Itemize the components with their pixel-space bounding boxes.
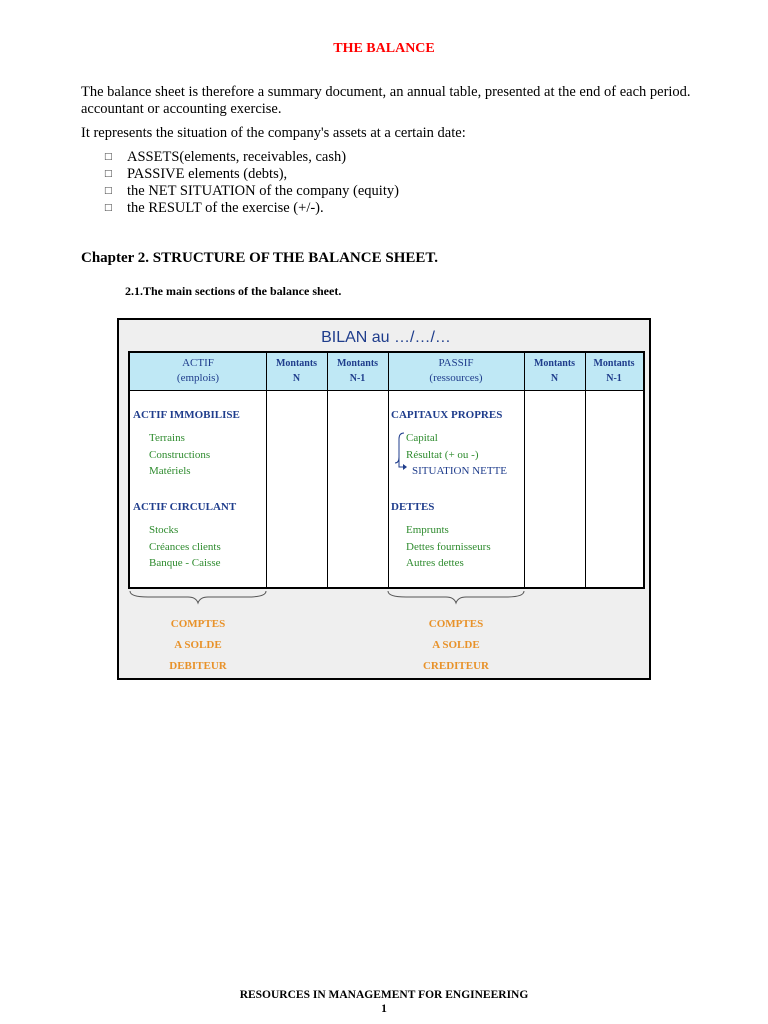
column-divider <box>388 353 389 587</box>
list-item: Terrains <box>149 432 185 444</box>
list-item: □ the NET SITUATION of the company (equity) <box>104 183 399 199</box>
section-heading: 2.1.The main sections of the balance sheet. <box>125 284 342 298</box>
list-item: □ PASSIVE elements (debts), <box>104 166 288 182</box>
dettes-items <box>406 522 491 572</box>
header-montants-n1-passif: Montants N-1 <box>593 358 635 384</box>
list-item: Capital <box>406 432 438 444</box>
situation-nette-label: SITUATION NETTE <box>412 465 508 477</box>
header-actif: ACTIF (emplois) <box>176 357 220 384</box>
bullet-icon: □ <box>104 152 113 162</box>
column-divider <box>266 353 267 587</box>
actif-circulant-heading: ACTIF CIRCULANT <box>133 501 237 513</box>
list-item: Banque - Caisse <box>149 557 221 569</box>
actif-immobilise-heading: ACTIF IMMOBILISE <box>133 409 240 421</box>
document-title: THE BALANCE <box>333 41 435 56</box>
figure-title: BILAN au …/…/… <box>321 329 451 346</box>
list-item: Dettes fournisseurs <box>406 540 491 553</box>
column-divider <box>327 390 328 587</box>
capitaux-propres-items <box>406 430 479 463</box>
list-item: Résultat (+ ou -) <box>406 448 479 461</box>
capitaux-propres-heading: CAPITAUX PROPRES <box>391 409 503 421</box>
actif-circulant-items <box>149 522 221 572</box>
dettes-heading: DETTES <box>391 501 435 513</box>
list-item: Constructions <box>149 448 211 461</box>
list-item: Autres dettes <box>406 557 464 569</box>
situation-paragraph: It represents the situation of the company's assets at a certain date: <box>81 125 466 141</box>
header-montants-n-passif: Montants N <box>533 358 576 384</box>
intro-paragraph: The balance sheet is therefore a summary document, an annual table, presented at the end of each period. accountant or accounting exercise. <box>81 84 691 117</box>
header-passif: PASSIF (ressources) <box>429 357 483 384</box>
list-item: □ ASSETS(elements, receivables, cash) <box>104 149 347 165</box>
balance-table <box>128 351 645 589</box>
actif-immobilise-items <box>149 430 210 480</box>
footer-text: RESOURCES IN MANAGEMENT FOR ENGINEERING <box>239 989 529 1001</box>
balance-sheet-figure <box>117 318 651 680</box>
column-divider <box>585 390 586 587</box>
left-brace-icon <box>128 589 268 605</box>
bullet-list <box>104 149 399 217</box>
list-item: Stocks <box>149 524 179 536</box>
bullet-icon: □ <box>104 186 113 196</box>
page-footer <box>0 988 768 1016</box>
credit-note: COMPTES A SOLDE CREDITEUR <box>422 618 489 672</box>
debit-note: COMPTES A SOLDE DEBITEUR <box>169 618 227 672</box>
list-item: Créances clients <box>149 540 221 553</box>
list-item: Matériels <box>149 465 191 477</box>
bullet-icon: □ <box>104 169 113 179</box>
chapter-heading: Chapter 2. STRUCTURE OF THE BALANCE SHEET. <box>81 250 439 266</box>
column-divider <box>524 353 525 587</box>
page-number: 1 <box>381 1003 387 1015</box>
header-montants-n1: Montants N-1 <box>336 358 379 384</box>
list-item: □ the RESULT of the exercise (+/-). <box>104 200 324 216</box>
bullet-icon: □ <box>104 203 113 213</box>
right-brace-icon <box>386 589 526 605</box>
header-montants-n: Montants N <box>275 358 318 384</box>
list-item: Emprunts <box>406 524 449 536</box>
